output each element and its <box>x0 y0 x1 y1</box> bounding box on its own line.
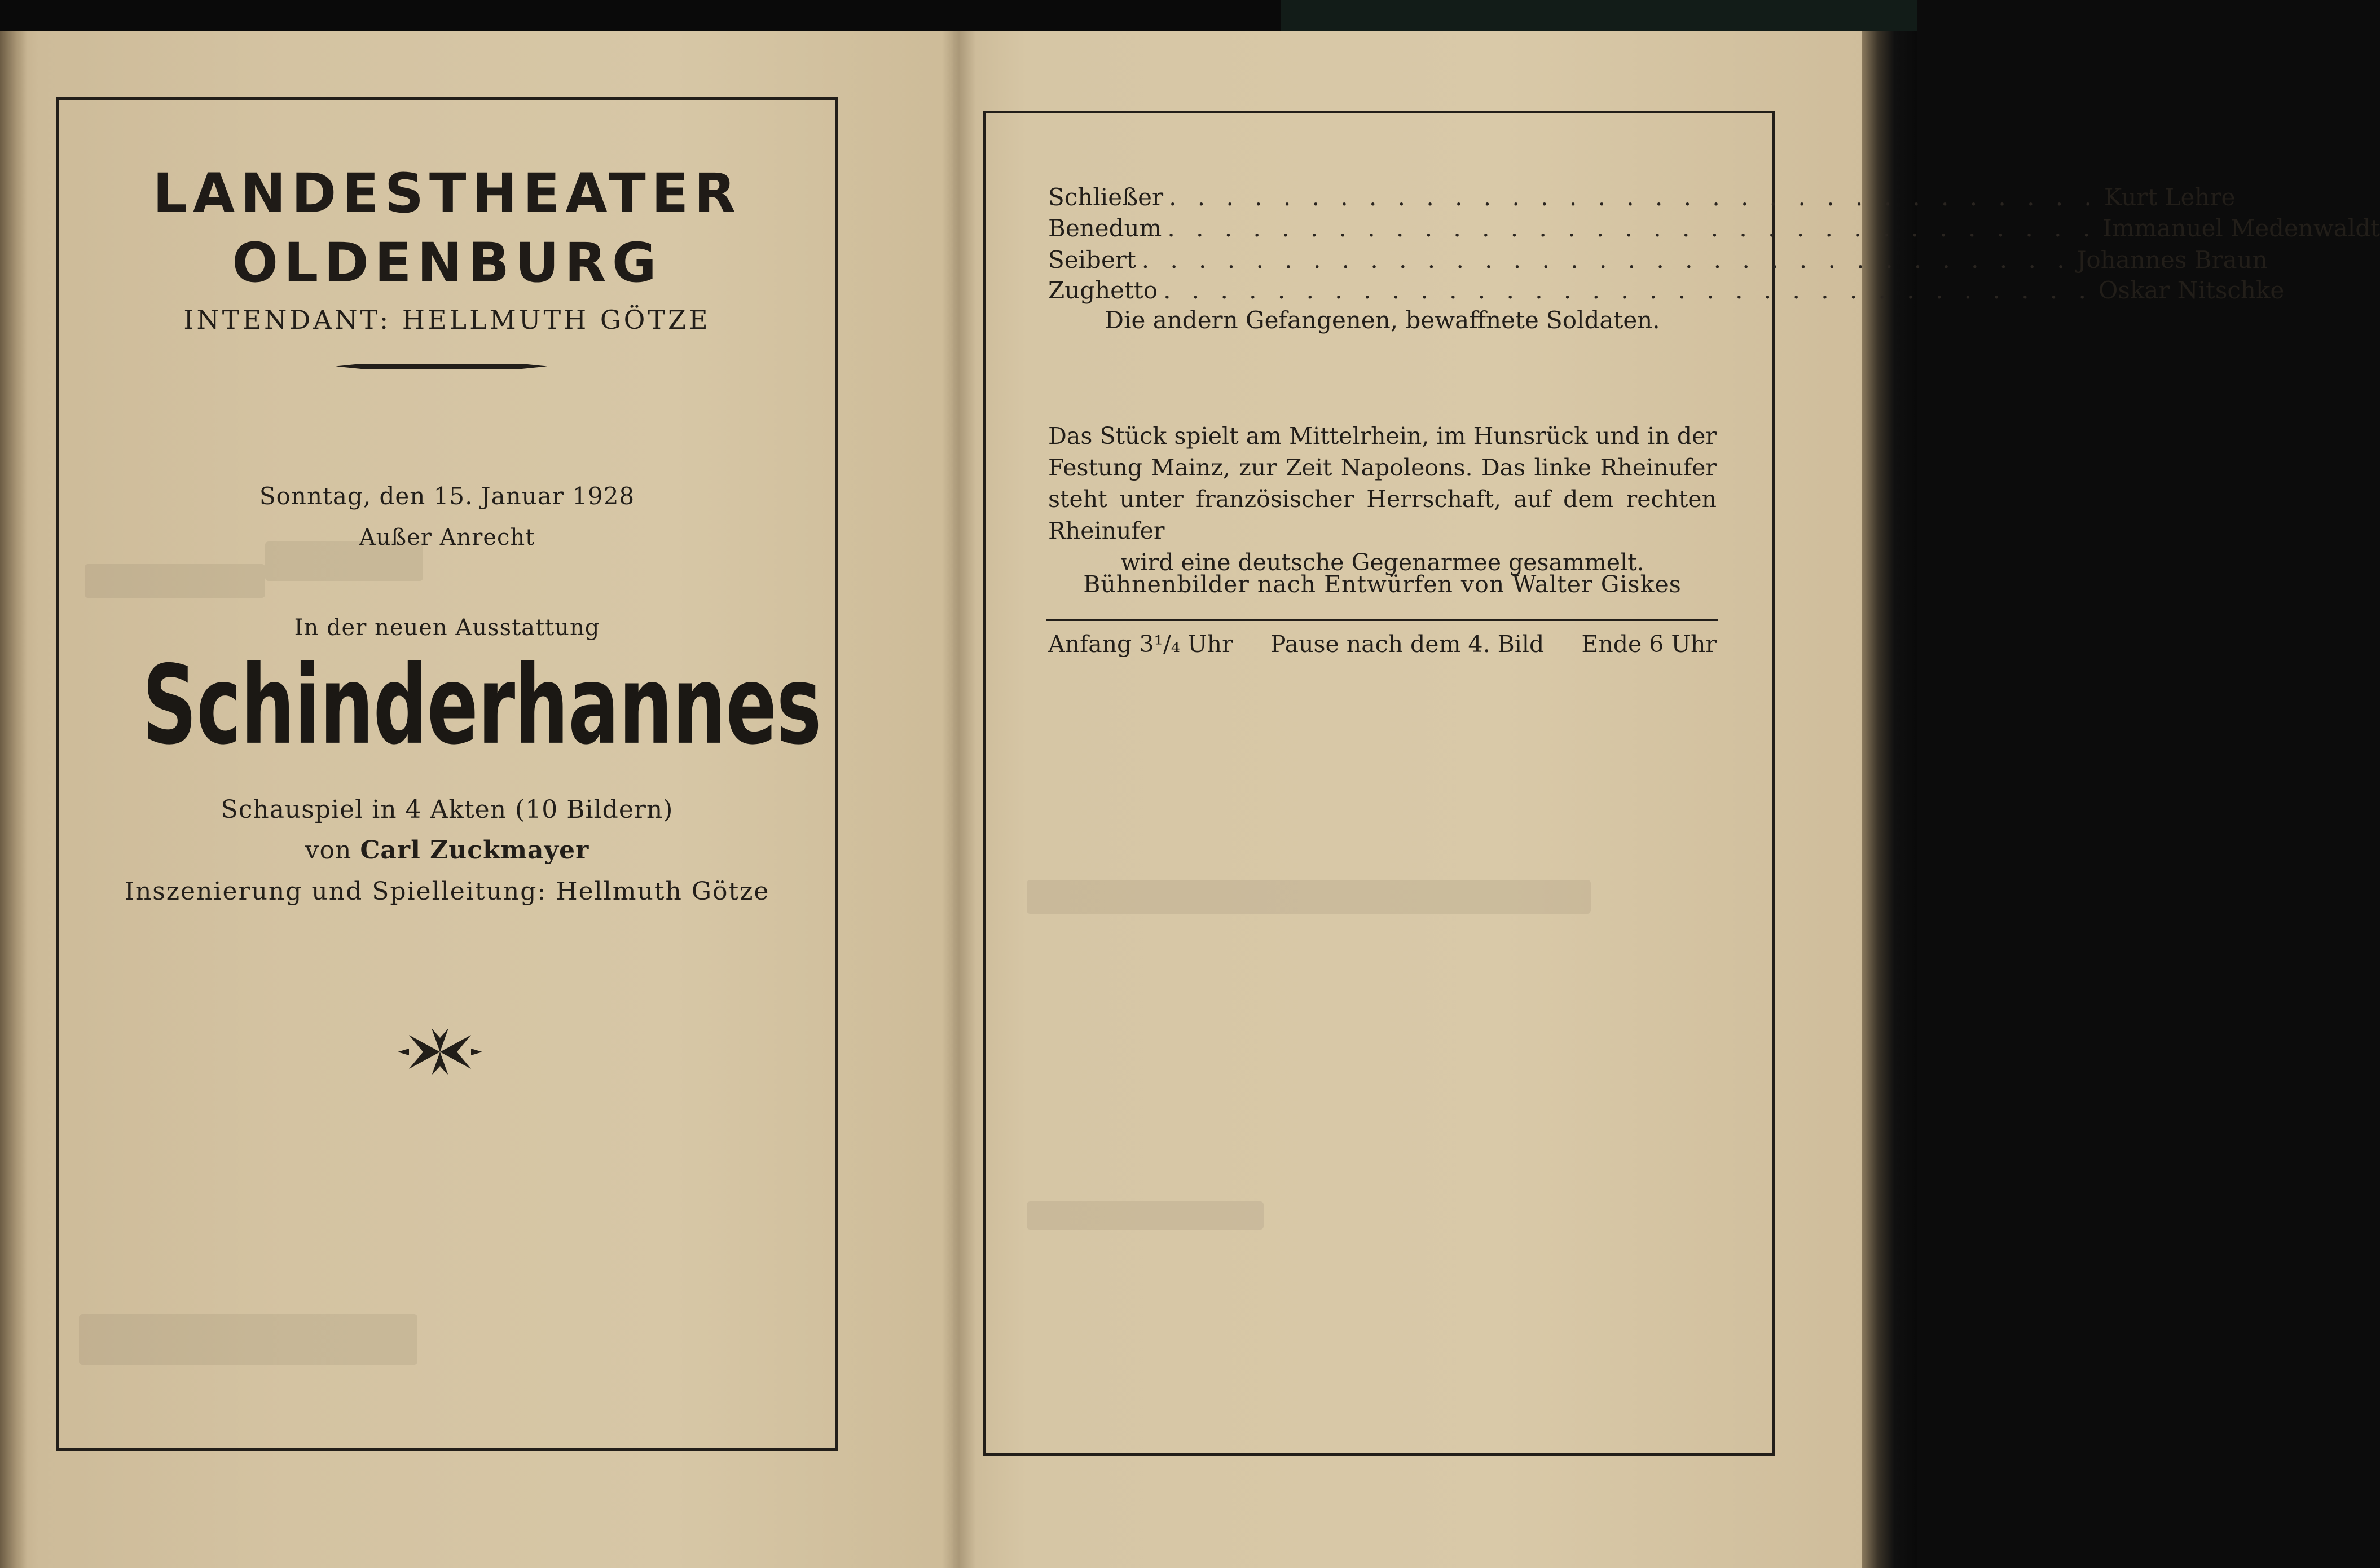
performance-times <box>1048 631 1717 658</box>
play-title: Schinderhannes <box>142 641 821 769</box>
cast-actor: Oskar Nitschke <box>2098 276 2285 304</box>
subscription-note: Außer Anrecht <box>359 525 535 550</box>
direction-credit: Inszenierung und Spielleitung: Hellmuth Götze <box>124 877 770 906</box>
play-genre: Schauspiel in 4 Akten (10 Bildern) <box>221 795 674 824</box>
left-page-edge <box>0 31 27 1568</box>
tapered-rule <box>336 364 547 369</box>
start-time: Anfang 3¹/₄ Uhr <box>1048 631 1233 658</box>
cast-row <box>1048 214 2380 246</box>
scan-border-top-right <box>1281 0 1917 34</box>
cast-actor: Kurt Lehre <box>2104 183 2236 211</box>
intendant-line: INTENDANT: HELLMUTH GÖTZE <box>183 305 711 335</box>
theater-name-line1: LANDESTHEATER <box>152 162 742 225</box>
cast-role: Schließer <box>1048 183 1164 211</box>
cast-actor: Immanuel Medenwaldt <box>2102 214 2380 242</box>
leader-dots: . . . . . . . . . . . . . . . . . . . . . . . . . . . . . . . . . <box>1169 183 2099 211</box>
book-spine <box>942 31 976 1568</box>
cast-row <box>1048 276 2285 308</box>
cast-row <box>1048 183 2236 215</box>
setting-paragraph <box>1048 420 1717 578</box>
staging-note: In der neuen Ausstattung <box>294 615 600 641</box>
end-time: Ende 6 Uhr <box>1581 631 1717 658</box>
ornament-icon <box>398 1024 482 1080</box>
setting-line: Festung Mainz, zur Zeit Napoleons. Das linke Rheinufer <box>1048 454 1717 481</box>
stage-design-credit: Bühnenbilder nach Entwürfen von Walter Giskes <box>1083 571 1682 598</box>
author-prefix: von <box>305 836 352 865</box>
setting-line: steht unter französischer Herrschaft, auf dem rechten Rheinufer <box>1048 486 1717 544</box>
setting-line: Das Stück spielt am Mittelrhein, im Hunsrück und in der <box>1048 422 1717 450</box>
theater-name-line2: OLDENBURG <box>232 231 662 294</box>
cast-role: Seibert <box>1048 246 1136 274</box>
cast-row <box>1048 246 2268 278</box>
setting-line: wird eine deutsche Gegenarmee gesammelt. <box>1120 549 1644 576</box>
author-line <box>56 836 838 865</box>
cast-role: Zughetto <box>1048 276 1158 304</box>
intermission-note: Pause nach dem 4. Bild <box>1270 631 1545 658</box>
author-name: Carl Zuckmayer <box>360 836 589 865</box>
cast-role: Benedum <box>1048 214 1162 242</box>
performance-date: Sonntag, den 15. Januar 1928 <box>259 482 635 510</box>
leader-dots: . . . . . . . . . . . . . . . . . . . . . . . . . . . . . . . . . <box>1167 214 2097 242</box>
left-page-frame <box>56 97 838 1451</box>
leader-dots: . . . . . . . . . . . . . . . . . . . . . . . . . . . . . . . . . <box>1141 246 2071 274</box>
leader-dots: . . . . . . . . . . . . . . . . . . . . . . . . . . . . . . . . . <box>1163 276 2093 304</box>
others-note: Die andern Gefangenen, bewaffnete Soldaten. <box>1105 306 1660 334</box>
divider-rule <box>1046 619 1718 621</box>
cast-actor: Johannes Braun <box>2077 246 2268 274</box>
